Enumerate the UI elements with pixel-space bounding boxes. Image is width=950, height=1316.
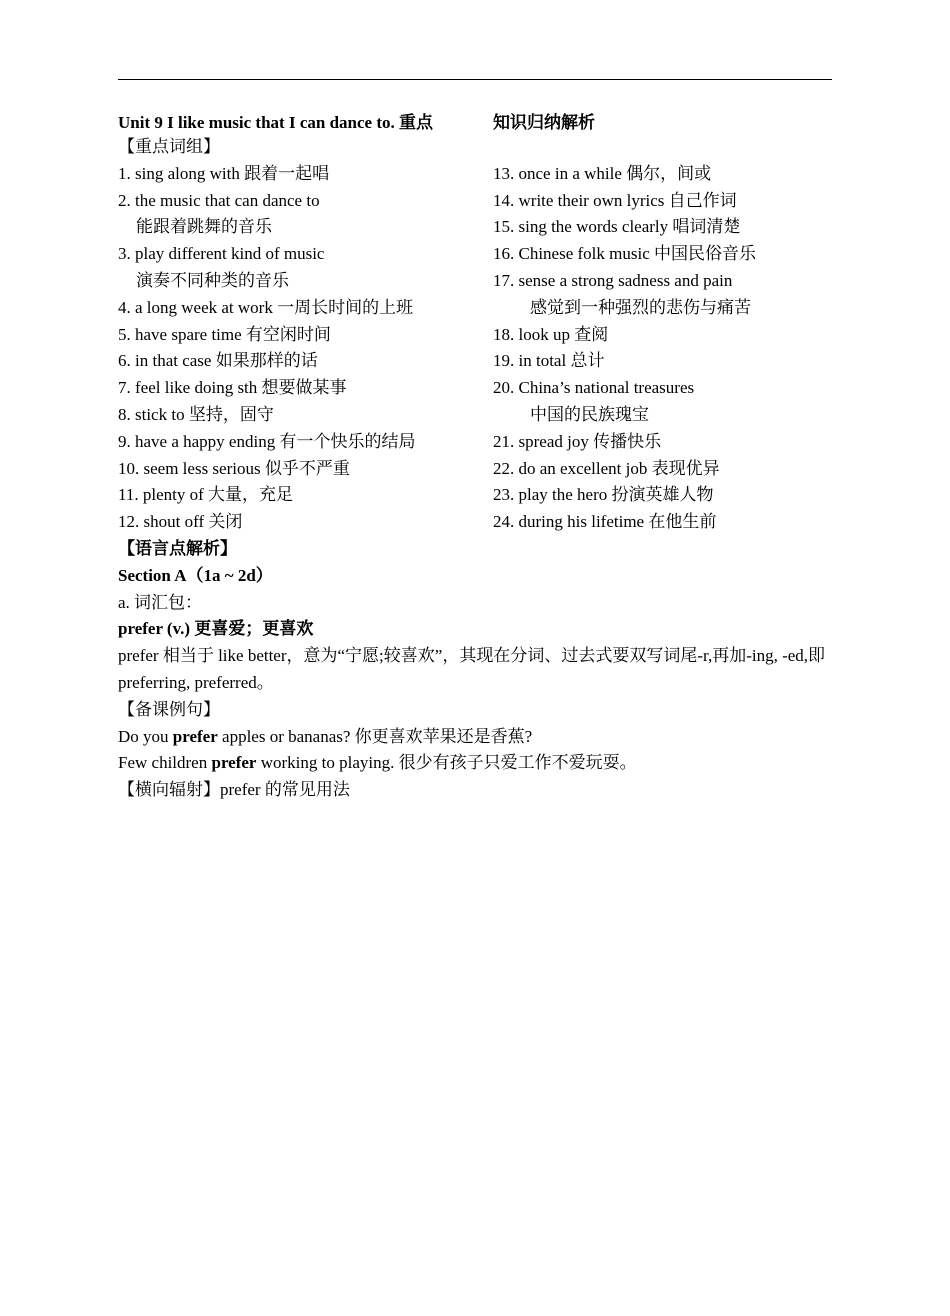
phrase-item: 14. write their own lyrics 自己作词 [493,190,737,210]
phrase-item: 7. feel like doing sth 想要做某事 [118,378,347,398]
example-keyword: prefer [211,753,257,773]
entry-heading: prefer (v.) 更喜爱；更喜欢 [118,619,314,639]
phrase-item: 8. stick to 坚持，固守 [118,404,274,424]
language-points-heading: 【语言点解析】 [118,539,237,558]
phrase-translation: 感觉到一种强烈的悲伤与痛苦 [530,297,751,317]
phrases-spacer [493,134,833,161]
document-title-continued: 知识归纳解析 [493,113,595,132]
phrases-heading: 【重点词组】 [118,137,220,156]
phrase-item: 23. play the hero 扮演英雄人物 [493,485,714,505]
example-sentence [118,750,832,777]
phrase-item: 19. in total 总计 [493,351,605,371]
example-keyword: prefer [172,726,218,746]
phrase-item: 13. once in a while 偶尔，间或 [493,163,712,183]
language-points [118,536,832,804]
document-title: Unit 9 I like music that I can dance to. 重点 [118,113,433,132]
phrase-item: 11. plenty of 大量，充足 [118,485,294,505]
phrase-item: 9. have a happy ending 有一个快乐的结局 [118,431,416,451]
phrase-item: 3. play different kind of music [118,244,325,264]
section-heading: Section A（1a ~ 2d） [118,565,273,585]
phrase-item: 20. China’s national treasures [493,378,695,398]
phrase-item: 5. have spare time 有空闲时间 [118,324,331,344]
example-text: Few children [118,753,212,773]
phrase-item: 4. a long week at work 一周长时间的上班 [118,297,414,317]
entry-explanation: prefer 相当于 like better，意为“宁愿;较喜欢”，其现在分词、过去式要双写词尾-r,再加-ing, -ed,即 preferring, preferred。 [118,646,826,692]
phrase-item: 24. during his lifetime 在他生前 [493,512,717,532]
phrase-item: 2. the music that can dance to [118,190,320,210]
example-sentence [118,724,832,751]
phrase-item: 22. do an excellent job 表现优异 [493,458,720,478]
phrase-item: 21. spread joy 传播快乐 [493,431,662,451]
phrase-item: 6. in that case 如果那样的话 [118,351,318,371]
example-text: working to playing. 很少有孩子只爱工作不爱玩耍。 [256,753,637,773]
header-rule [118,79,832,80]
example-text: apples or bananas? 你更喜欢苹果还是香蕉? [217,726,533,746]
phrase-item: 16. Chinese folk music 中国民俗音乐 [493,244,757,264]
vocab-label: a. 词汇包： [118,592,203,612]
phrase-item: 18. look up 查阅 [493,324,609,344]
phrase-item: 15. sing the words clearly 唱词清楚 [493,217,741,237]
examples-heading: 【备课例句】 [118,699,220,719]
phrase-item: 12. shout off 关闭 [118,512,243,532]
phrase-translation: 演奏不同种类的音乐 [136,270,289,290]
example-text: Do you [118,726,173,746]
phrase-translation: 中国的民族瑰宝 [530,404,649,424]
phrase-translation: 能跟着跳舞的音乐 [136,217,272,237]
phrase-item: 10. seem less serious 似乎不严重 [118,458,350,478]
phrase-item: 17. sense a strong sadness and pain [493,270,733,290]
phrase-list-right [493,134,833,536]
extension-heading: 【横向辐射】prefer 的常见用法 [118,780,350,800]
phrase-list-left [118,134,488,536]
phrase-item: 1. sing along with 跟着一起唱 [118,163,330,183]
